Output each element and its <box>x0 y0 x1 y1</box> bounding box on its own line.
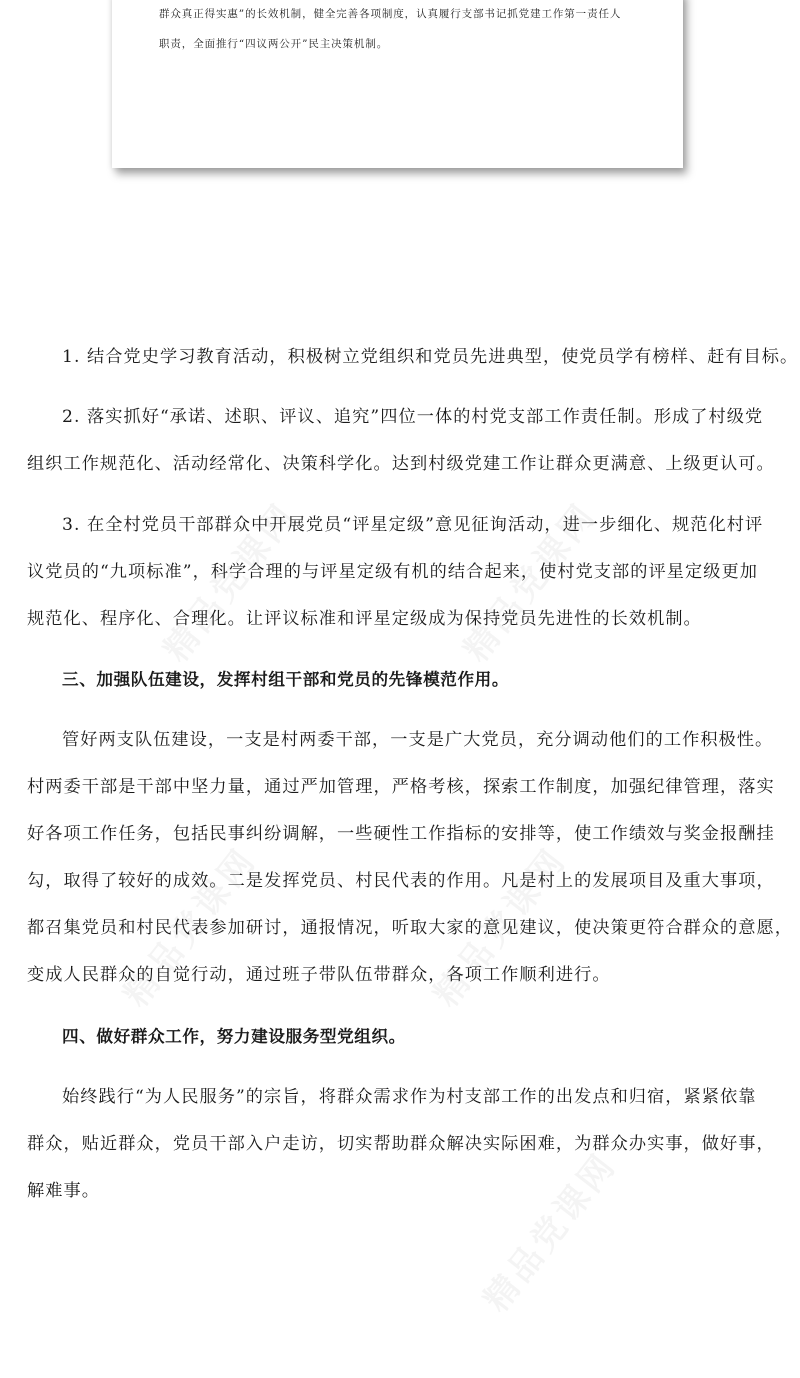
section-heading-4: 四、做好群众工作，努力建设服务型党组织。 <box>62 1027 406 1046</box>
list-item-3-line: 议党员的“九项标准”，科学合理的与评星定级有机的结合起来，使村党支部的评星定级更加 <box>27 562 758 582</box>
section-3-paragraph-line: 变成人民群众的自觉行动，通过班子带队伍带群众，各项工作顺利进行。 <box>27 965 611 985</box>
list-item-3-line: 规范化、程序化、合理化。让评议标准和评星定级成为保持党员先进性的长效机制。 <box>27 609 702 629</box>
section-heading-3: 三、加强队伍建设，发挥村组干部和党员的先锋模范作用。 <box>62 670 510 689</box>
watermark <box>470 1140 626 1320</box>
list-item-1: 1. 结合党史学习教育活动，积极树立党组织和党员先进典型，使党员学有榜样、赶有目标。 <box>62 347 799 367</box>
section-4-paragraph-line: 群众，贴近群众，党员干部入户走访，切实帮助群众解决实际困难，为群众办实事，做好事， <box>27 1134 775 1154</box>
section-3-paragraph-line: 好各项工作任务，包括民事纠纷调解，一些硬性工作指标的安排等，使工作绩效与奖金报酬挂 <box>27 824 775 844</box>
section-3-paragraph-line: 勾，取得了较好的成效。二是发挥党员、村民代表的作用。凡是村上的发展项目及重大事项， <box>27 871 775 891</box>
section-3-paragraph-line: 都召集党员和村民代表参加研讨，通报情况，听取大家的意见建议，使决策更符合群众的意愿， <box>27 918 793 938</box>
list-item-3-line: 3. 在全村党员干部群众中开展党员“评星定级”意见征询活动，进一步细化、规范化村评 <box>62 515 764 535</box>
list-item-2-line: 组织工作规范化、活动经常化、决策科学化。达到村级党建工作让群众更满意、上级更认可。 <box>27 454 775 474</box>
section-3-paragraph-line: 管好两支队伍建设，一支是村两委干部，一支是广大党员，充分调动他们的工作积极性。 <box>62 730 774 750</box>
preview-text-line: 职责，全面推行“四议两公开”民主决策机制。 <box>159 38 389 50</box>
preview-text-line: 群众真正得实惠”的长效机制，健全完善各项制度，认真履行支部书记抓党建工作第一责任人 <box>159 8 622 20</box>
section-4-paragraph-line: 始终践行“为人民服务”的宗旨，将群众需求作为村支部工作的出发点和归宿，紧紧依靠 <box>62 1087 757 1107</box>
document-preview-card <box>112 0 683 168</box>
section-3-paragraph-line: 村两委干部是干部中坚力量，通过严加管理，严格考核，探索工作制度，加强纪律管理，落实 <box>27 777 775 797</box>
list-item-2-line: 2. 落实抓好“承诺、述职、评议、追究”四位一体的村党支部工作责任制。形成了村级党 <box>62 407 764 427</box>
section-4-paragraph-line: 解难事。 <box>27 1181 100 1201</box>
